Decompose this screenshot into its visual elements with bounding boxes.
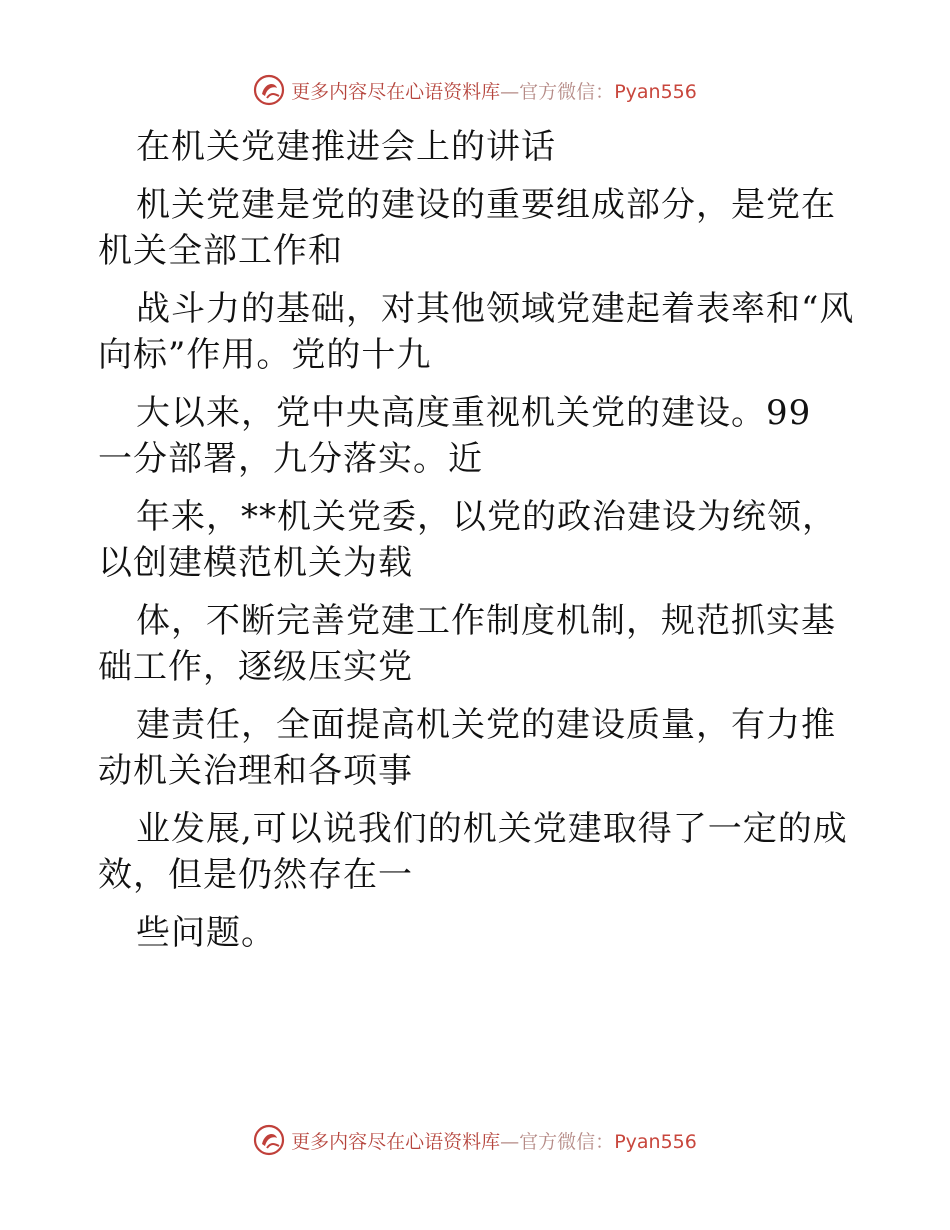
watermark-id: Pyan556: [614, 80, 697, 103]
footer-watermark: [0, 1120, 950, 1160]
watermark-main: 更多内容尽在心语资料库: [291, 1130, 501, 1153]
document-title: 在机关党建推进会上的讲话: [136, 127, 556, 167]
paragraph: 机关党建是党的建设的重要组成部分，是党在机关全部工作和: [98, 185, 836, 271]
paragraph: 年来，**机关党委，以党的政治建设为统领，以创建模范机关为载: [98, 497, 837, 583]
watermark-id: Pyan556: [614, 1130, 697, 1153]
paragraph: 建责任，全面提高机关党的建设质量，有力推动机关治理和各项事: [98, 705, 836, 791]
watermark-label: 官方微信：: [519, 80, 615, 103]
watermark-label: 官方微信：: [519, 1130, 615, 1153]
swirl-logo-icon: [253, 1124, 285, 1156]
paragraph: 体，不断完善党建工作制度机制，规范抓实基础工作，逐级压实党: [98, 601, 836, 687]
paragraph: 业发展,可以说我们的机关党建取得了一定的成效，但是仍然存在一: [98, 809, 848, 895]
paragraph: 大以来，党中央高度重视机关党的建设。99 一分部署，九分落实。近: [98, 393, 812, 479]
watermark-dash: —: [500, 80, 520, 103]
document-body: [98, 124, 858, 968]
paragraph: 战斗力的基础，对其他领域党建起着表率和“风向标”作用。党的十九: [98, 289, 855, 375]
watermark-dash: —: [500, 1130, 520, 1153]
watermark-text: [291, 1127, 697, 1154]
watermark-main: 更多内容尽在心语资料库: [291, 80, 501, 103]
paragraph: 些问题。: [136, 913, 276, 953]
swirl-logo-icon: [253, 74, 285, 106]
watermark-text: [291, 77, 697, 104]
header-watermark: [0, 70, 950, 110]
